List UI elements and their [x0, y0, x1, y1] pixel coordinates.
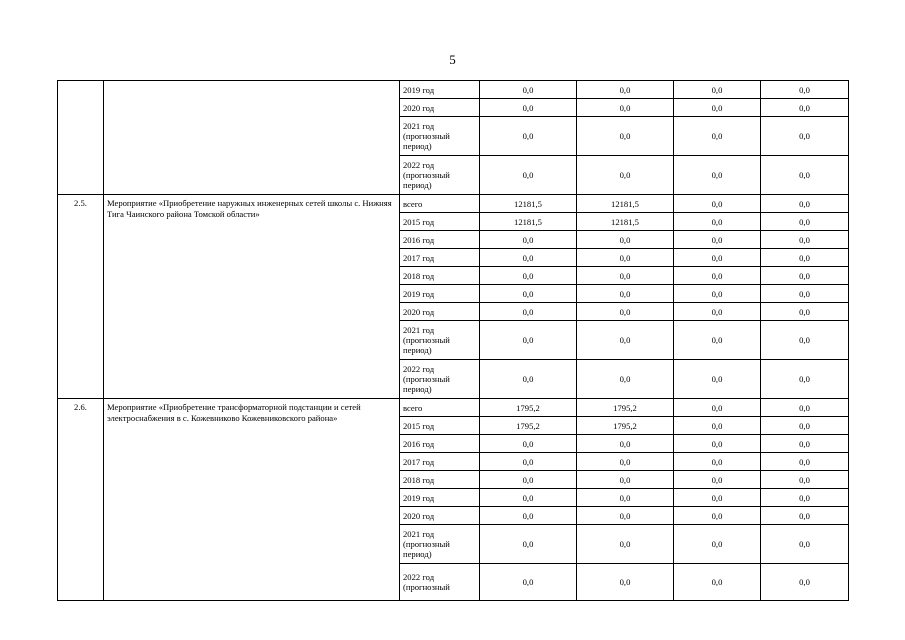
value-cell: 0,0	[761, 360, 849, 399]
year-cell: 2020 год	[400, 507, 480, 525]
budget-table	[57, 80, 849, 601]
value-cell: 0,0	[577, 321, 674, 360]
value-cell: 12181,5	[577, 213, 674, 231]
value-cell: 1795,2	[480, 399, 577, 417]
year-cell: 2016 год	[400, 435, 480, 453]
value-cell: 0,0	[674, 399, 761, 417]
value-cell: 0,0	[674, 81, 761, 99]
item-title	[104, 81, 400, 195]
value-cell: 0,0	[480, 507, 577, 525]
year-cell: 2022 год (прогнозный период)	[400, 360, 480, 399]
value-cell: 0,0	[577, 285, 674, 303]
value-cell: 0,0	[577, 471, 674, 489]
value-cell: 0,0	[761, 267, 849, 285]
value-cell: 12181,5	[577, 195, 674, 213]
value-cell: 0,0	[761, 507, 849, 525]
year-cell: 2020 год	[400, 303, 480, 321]
year-cell: 2017 год	[400, 249, 480, 267]
value-cell: 0,0	[674, 435, 761, 453]
year-cell: 2022 год (прогнозный	[400, 564, 480, 601]
value-cell: 0,0	[577, 360, 674, 399]
value-cell: 0,0	[674, 267, 761, 285]
value-cell: 0,0	[480, 231, 577, 249]
value-cell: 0,0	[674, 417, 761, 435]
value-cell: 0,0	[577, 99, 674, 117]
value-cell: 0,0	[674, 489, 761, 507]
value-cell: 0,0	[577, 249, 674, 267]
value-cell: 0,0	[577, 564, 674, 601]
year-cell: 2021 год (прогнозный период)	[400, 117, 480, 156]
value-cell: 0,0	[761, 156, 849, 195]
value-cell: 0,0	[480, 81, 577, 99]
item-title: Мероприятие «Приобретение трансформаторной подстанции и сетей электроснабжения в с. Кожевниково Кожевниковского района»	[104, 399, 400, 601]
value-cell: 0,0	[480, 489, 577, 507]
value-cell: 0,0	[674, 507, 761, 525]
value-cell: 0,0	[480, 267, 577, 285]
value-cell: 0,0	[761, 435, 849, 453]
value-cell: 0,0	[480, 117, 577, 156]
value-cell: 0,0	[761, 231, 849, 249]
value-cell: 0,0	[674, 360, 761, 399]
value-cell: 0,0	[761, 213, 849, 231]
year-cell: 2016 год	[400, 231, 480, 249]
year-cell: 2019 год	[400, 285, 480, 303]
value-cell: 1795,2	[577, 417, 674, 435]
value-cell: 0,0	[674, 117, 761, 156]
year-cell: 2015 год	[400, 213, 480, 231]
year-cell: 2021 год (прогнозный период)	[400, 321, 480, 360]
value-cell: 0,0	[674, 195, 761, 213]
value-cell: 0,0	[761, 249, 849, 267]
value-cell: 0,0	[761, 303, 849, 321]
value-cell: 0,0	[480, 285, 577, 303]
value-cell: 0,0	[674, 564, 761, 601]
value-cell: 0,0	[761, 453, 849, 471]
value-cell: 0,0	[480, 564, 577, 601]
table-row	[58, 195, 849, 213]
value-cell: 0,0	[761, 117, 849, 156]
value-cell: 0,0	[674, 321, 761, 360]
value-cell: 0,0	[674, 99, 761, 117]
value-cell: 0,0	[480, 99, 577, 117]
value-cell: 0,0	[674, 156, 761, 195]
value-cell: 0,0	[577, 435, 674, 453]
year-cell: всего	[400, 195, 480, 213]
value-cell: 1795,2	[480, 417, 577, 435]
value-cell: 0,0	[761, 525, 849, 564]
value-cell: 0,0	[577, 507, 674, 525]
page-number: 5	[449, 52, 456, 67]
year-cell: 2019 год	[400, 81, 480, 99]
value-cell: 0,0	[674, 249, 761, 267]
value-cell: 0,0	[674, 471, 761, 489]
value-cell: 0,0	[674, 213, 761, 231]
value-cell: 12181,5	[480, 195, 577, 213]
year-cell: 2022 год (прогнозный период)	[400, 156, 480, 195]
year-cell: всего	[400, 399, 480, 417]
item-number: 2.6.	[58, 399, 104, 601]
value-cell: 0,0	[480, 471, 577, 489]
value-cell: 0,0	[480, 453, 577, 471]
value-cell: 0,0	[674, 303, 761, 321]
value-cell: 0,0	[761, 81, 849, 99]
value-cell: 0,0	[761, 195, 849, 213]
table-row	[58, 399, 849, 417]
value-cell: 0,0	[480, 360, 577, 399]
value-cell: 0,0	[577, 525, 674, 564]
value-cell: 0,0	[480, 303, 577, 321]
value-cell: 0,0	[674, 453, 761, 471]
value-cell: 0,0	[577, 156, 674, 195]
value-cell: 0,0	[480, 249, 577, 267]
year-cell: 2017 год	[400, 453, 480, 471]
value-cell: 0,0	[674, 285, 761, 303]
year-cell: 2019 год	[400, 489, 480, 507]
item-title: Мероприятие «Приобретение наружных инженерных сетей школы с. Нижняя Тига Чаинского района Томской области»	[104, 195, 400, 399]
year-cell: 2015 год	[400, 417, 480, 435]
item-number: 2.5.	[58, 195, 104, 399]
value-cell: 0,0	[761, 321, 849, 360]
value-cell: 1795,2	[577, 399, 674, 417]
value-cell: 0,0	[480, 156, 577, 195]
value-cell: 0,0	[577, 303, 674, 321]
value-cell: 0,0	[480, 321, 577, 360]
value-cell: 0,0	[577, 453, 674, 471]
year-cell: 2018 год	[400, 267, 480, 285]
value-cell: 12181,5	[480, 213, 577, 231]
value-cell: 0,0	[480, 525, 577, 564]
value-cell: 0,0	[577, 117, 674, 156]
table-row	[58, 81, 849, 99]
value-cell: 0,0	[761, 564, 849, 601]
value-cell: 0,0	[761, 417, 849, 435]
value-cell: 0,0	[577, 81, 674, 99]
value-cell: 0,0	[761, 285, 849, 303]
value-cell: 0,0	[761, 471, 849, 489]
year-cell: 2018 год	[400, 471, 480, 489]
value-cell: 0,0	[480, 435, 577, 453]
value-cell: 0,0	[761, 99, 849, 117]
value-cell: 0,0	[761, 399, 849, 417]
year-cell: 2020 год	[400, 99, 480, 117]
value-cell: 0,0	[761, 489, 849, 507]
value-cell: 0,0	[674, 231, 761, 249]
item-number	[58, 81, 104, 195]
value-cell: 0,0	[577, 489, 674, 507]
value-cell: 0,0	[577, 267, 674, 285]
year-cell: 2021 год (прогнозный период)	[400, 525, 480, 564]
value-cell: 0,0	[674, 525, 761, 564]
value-cell: 0,0	[577, 231, 674, 249]
